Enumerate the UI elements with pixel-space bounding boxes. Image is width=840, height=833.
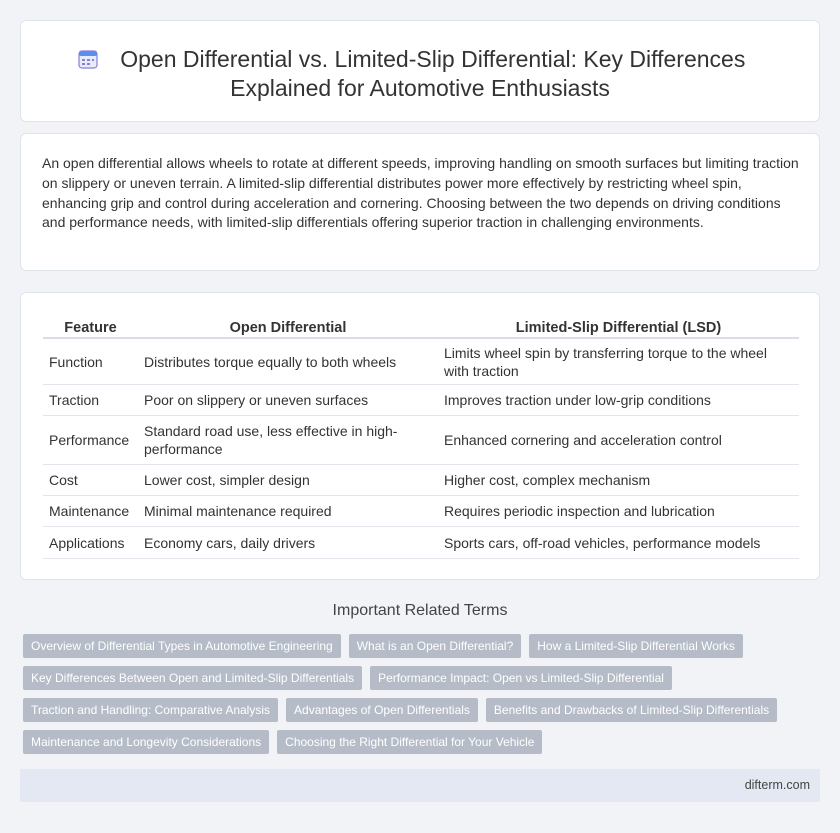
feature-cell: Performance — [43, 416, 138, 465]
lsd-cell: Sports cars, off-road vehicles, performance models — [438, 527, 799, 559]
related-term-link[interactable]: Key Differences Between Open and Limited-Slip Differentials — [23, 666, 362, 690]
header-feature: Feature — [43, 312, 138, 339]
header-open-differential: Open Differential — [138, 312, 438, 339]
table-row — [43, 527, 799, 559]
comparison-table — [43, 312, 799, 559]
open-cell: Standard road use, less effective in high-performance — [138, 416, 438, 465]
feature-cell: Function — [43, 339, 138, 385]
open-cell: Distributes torque equally to both wheels — [138, 339, 438, 385]
lsd-cell: Higher cost, complex mechanism — [438, 465, 799, 496]
tag-row — [23, 730, 823, 754]
tag-row — [23, 698, 823, 722]
related-term-link[interactable]: Benefits and Drawbacks of Limited-Slip Differentials — [486, 698, 777, 722]
related-term-link[interactable]: Choosing the Right Differential for Your Vehicle — [277, 730, 542, 754]
table-header-row — [43, 312, 799, 339]
table-row — [43, 496, 799, 527]
lsd-cell: Limits wheel spin by transferring torque to the wheel with traction — [438, 339, 799, 385]
feature-cell: Maintenance — [43, 496, 138, 527]
table-row — [43, 339, 799, 385]
related-term-link[interactable]: Traction and Handling: Comparative Analysis — [23, 698, 278, 722]
feature-cell: Cost — [43, 465, 138, 496]
footer-site-link[interactable]: difterm.com — [744, 778, 810, 792]
page-title-line-1: Open Differential vs. Limited-Slip Differential: Key Differences — [94, 46, 746, 72]
related-term-link[interactable]: Performance Impact: Open vs Limited-Slip Differential — [370, 666, 672, 690]
title-card — [20, 20, 820, 122]
feature-cell: Applications — [43, 527, 138, 559]
page-title — [21, 45, 819, 103]
header-limited-slip: Limited-Slip Differential (LSD) — [438, 312, 799, 339]
page-title-line-2: Explained for Automotive Enthusiasts — [230, 75, 610, 101]
feature-cell: Traction — [43, 385, 138, 416]
tag-row — [23, 634, 823, 658]
related-term-link[interactable]: Overview of Differential Types in Automotive Engineering — [23, 634, 341, 658]
related-term-link[interactable]: Advantages of Open Differentials — [286, 698, 478, 722]
open-cell: Lower cost, simpler design — [138, 465, 438, 496]
table-row — [43, 385, 799, 416]
table-row — [43, 465, 799, 496]
intro-paragraph: An open differential allows wheels to rotate at different speeds, improving handling on smooth surfaces but limiting traction on slippery or uneven terrain. A limited-slip differential distributes power more effectively by restricting wheel spin, enhancing grip and control during acceleration and cornering. Choosing between the two depends on driving conditions and performance needs, with limited-slip differentials offering superior traction in challenging environments. — [42, 155, 799, 231]
footer-bar — [20, 769, 820, 802]
related-terms-list — [23, 634, 823, 762]
related-term-link[interactable]: What is an Open Differential? — [349, 634, 522, 658]
intro-card — [20, 133, 820, 271]
tag-row — [23, 666, 823, 690]
open-cell: Minimal maintenance required — [138, 496, 438, 527]
lsd-cell: Requires periodic inspection and lubrication — [438, 496, 799, 527]
comparison-card — [20, 292, 820, 580]
related-term-link[interactable]: How a Limited-Slip Differential Works — [529, 634, 743, 658]
open-cell: Economy cars, daily drivers — [138, 527, 438, 559]
related-term-link[interactable]: Maintenance and Longevity Considerations — [23, 730, 269, 754]
lsd-cell: Enhanced cornering and acceleration control — [438, 416, 799, 465]
open-cell: Poor on slippery or uneven surfaces — [138, 385, 438, 416]
related-terms-heading: Important Related Terms — [332, 602, 508, 619]
table-row — [43, 416, 799, 465]
lsd-cell: Improves traction under low-grip conditions — [438, 385, 799, 416]
